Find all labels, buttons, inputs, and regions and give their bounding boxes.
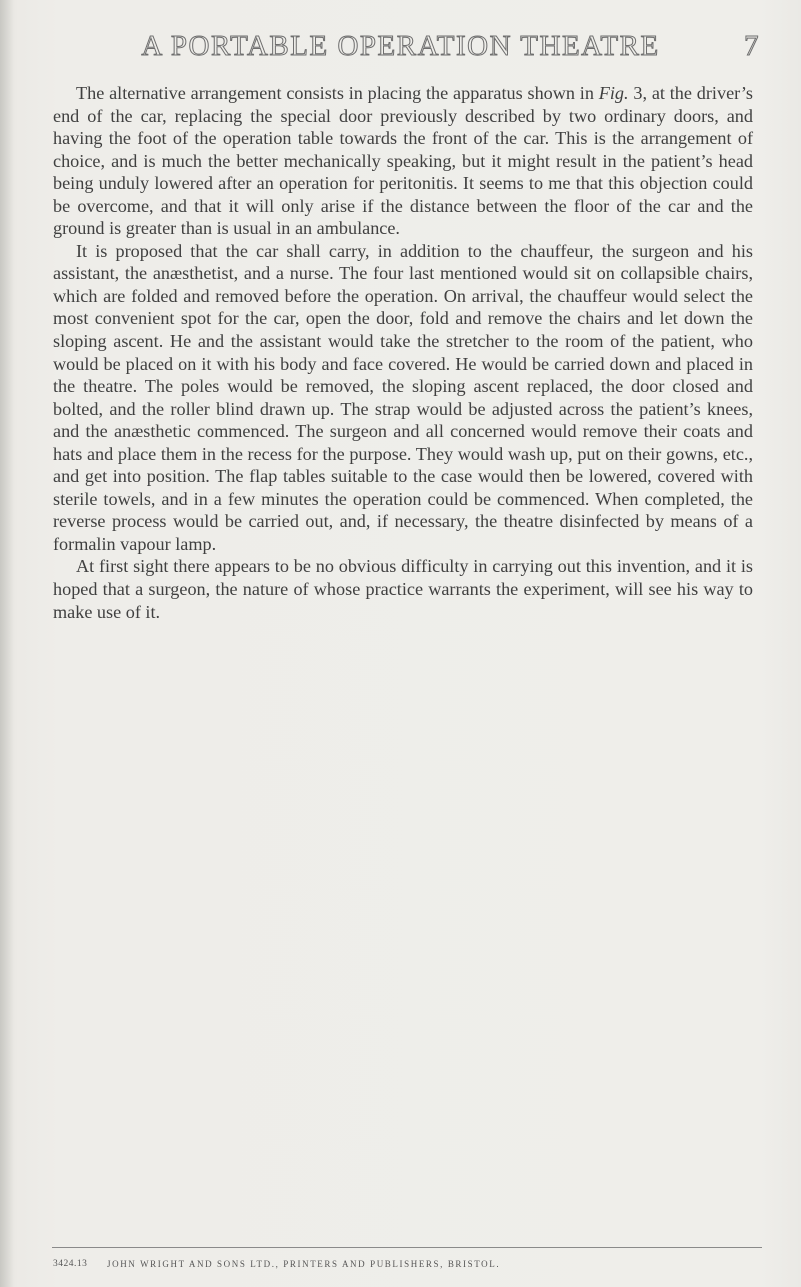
paragraph-1 (53, 82, 753, 240)
page-edge-shadow (0, 0, 14, 1287)
page-number: 7 (744, 30, 759, 62)
paragraph-1-rest: 3, at the driver’s end of the car, replacing the special door previously described by two ordinary doors, and having the foot of the operation table towards the front of the car. This is the arrangement of choice, and is much the better mechanically speaking, but it might result in the patient’s head being unduly lowered after an operation for peritonitis. It seems to me that this objection could be overcome, and that it will only arise if the distance between the floor of the car and the ground is greater than is usual in an ambulance. (53, 83, 754, 239)
footer-rule (52, 1247, 762, 1248)
body-text (53, 82, 753, 623)
paragraph-2: It is proposed that the car shall carry, in addition to the chauffeur, the surgeon and his assistant, the anæsthetist, and a nurse. The four last mentioned would sit on collapsible chairs, which are folded and removed before the operation. On arrival, the chauffeur would select the most convenient spot for the car, open the door, fold and remove the chairs and let down the sloping ascent. He and the assistant would take the stretcher to the room of the patient, who would be placed on it with his body and face covered. He would be carried down and placed in the theatre. The poles would be removed, the sloping ascent replaced, the door closed and bolted, and the roller blind drawn up. The strap would be adjusted across the patient’s knees, and the anæsthetic commenced. The surgeon and all concerned would remove their coats and hats and place them in the recess for the purpose. They would wash up, put on their gowns, etc., and get into position. The flap tables suitable to the case would then be lowered, covered with sterile towels, and in a few minutes the operation could be commenced. When completed, the reverse process would be carried out, and, if necessary, the theatre disinfected by means of a formalin vapour lamp. (53, 240, 753, 554)
printer-imprint: JOHN WRIGHT AND SONS LTD., PRINTERS AND PUBLISHERS, BRISTOL. (107, 1259, 501, 1269)
print-code: 3424.13 (53, 1259, 88, 1269)
paragraph-3: At first sight there appears to be no obvious difficulty in carrying out this invention, and it is hoped that a surgeon, the nature of whose practice warrants the experiment, will see his way to make use of it. (53, 556, 753, 622)
running-head (0, 30, 801, 74)
paragraph-1-start: The alternative arrangement consists in placing the apparatus shown in (76, 83, 599, 103)
running-head-title: A PORTABLE OPERATION THEATRE (141, 30, 660, 62)
figure-reference: Fig. (598, 83, 629, 103)
